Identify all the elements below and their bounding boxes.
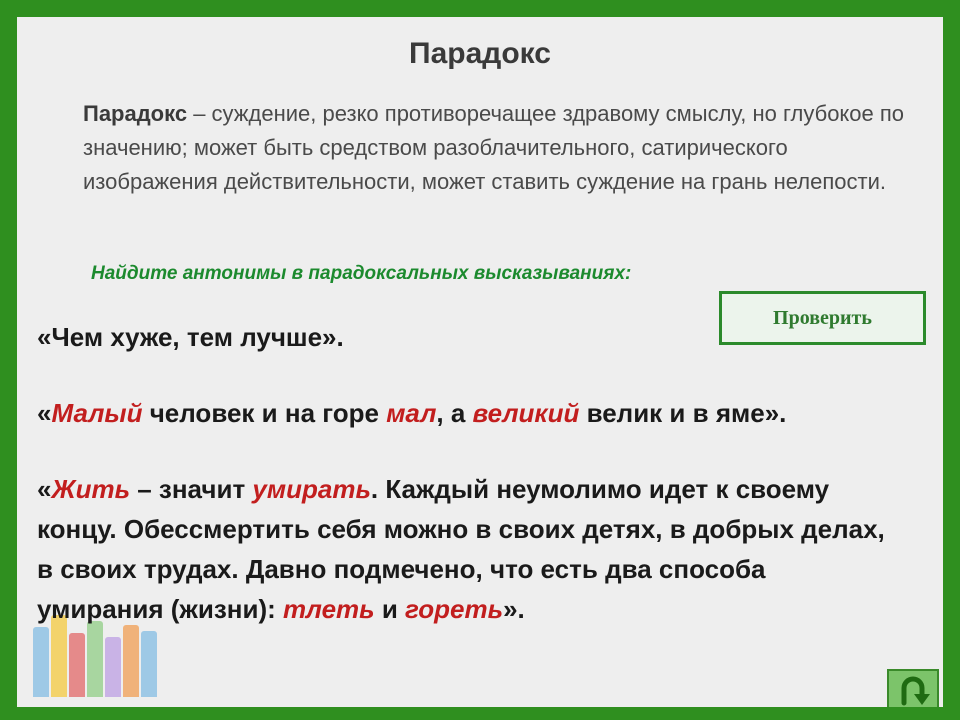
quote-2-antonym-a: Малый [51, 398, 143, 428]
quote-1 [37, 317, 897, 357]
quote-3-open: « [37, 474, 52, 504]
task-prompt: Найдите антонимы в парадоксальных высказываниях: [91, 263, 632, 284]
quote-3-antonym-b: умирать [252, 474, 371, 504]
definition-text: – суждение, резко противоречащее здравому смыслу, но глубокое по значению; может быть средством разоблачительного, сатирического изображения действительности, может ставить суждение на грань нелепости. [83, 101, 905, 194]
check-button[interactable]: Проверить [719, 291, 926, 345]
quote-2 [37, 393, 897, 433]
quote-2-open: « [37, 398, 52, 428]
quote-1-close: ». [322, 322, 344, 352]
definition-paragraph [83, 97, 923, 199]
quote-3-middle-1: – значит [130, 474, 253, 504]
u-turn-arrow-icon [896, 676, 930, 706]
quote-2-middle-2: , а [436, 398, 473, 428]
page-title: Парадокс [409, 37, 551, 70]
quote-1-middle: , тем [172, 322, 241, 352]
quote-3-antonym-a: Жить [51, 474, 131, 504]
quote-3-middle-3: и [374, 594, 406, 624]
definition-term: Парадокс [83, 101, 188, 126]
return-button[interactable] [887, 669, 939, 707]
quote-2-middle-3: велик и в яме». [579, 398, 787, 428]
quote-3-antonym-d: гореть [405, 594, 504, 624]
quote-3 [37, 469, 897, 629]
quote-2-antonym-c: великий [472, 398, 580, 428]
quote-2-middle-1: человек и на горе [142, 398, 387, 428]
quote-1-open: «Чем [37, 322, 111, 352]
quote-1-antonym-b: лучше [240, 322, 323, 352]
quote-3-middle-2: . Каждый неумолимо идет к своему концу. Обессмертить себя можно в своих детях, в добрых делах, в своих трудах. Давно подмечено, что есть два способа умирания (жизни): [37, 474, 885, 624]
quote-3-close: ». [503, 594, 525, 624]
quote-1-antonym-a: хуже [110, 322, 173, 352]
quote-2-antonym-b: мал [386, 398, 437, 428]
quote-3-antonym-c: тлеть [282, 594, 375, 624]
slide-canvas [17, 17, 943, 707]
